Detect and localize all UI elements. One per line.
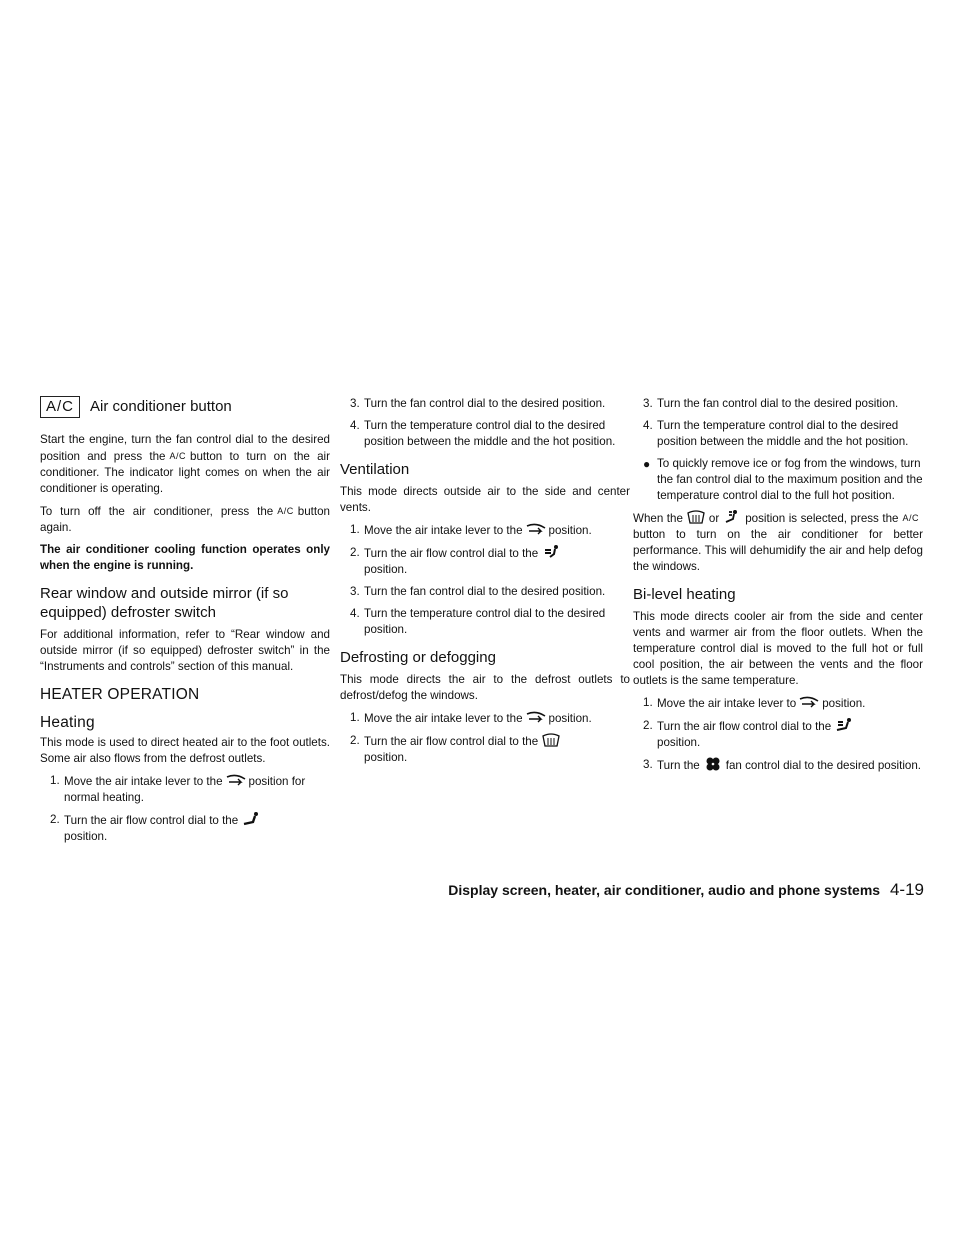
ac-inline-icon: A/C [902, 513, 920, 523]
foot-mode-icon [240, 812, 262, 826]
paragraph: For additional information, refer to “Rear window and outside mirror (if so equipped) defroster switch” in the “Instruments and controls” section of this manual. [40, 628, 330, 673]
list-item: 1. Move the air intake lever to the position for normal heating. [50, 774, 306, 804]
paragraph: This mode directs outside air to the side and center vents. [340, 485, 630, 514]
list-item: 3. Turn the fan control dial to the desired position. [350, 585, 606, 598]
outside-air-icon [525, 522, 547, 536]
list-item: 4. Turn the temperature control dial to the desired position between the middle and the hot position. [643, 419, 909, 448]
list-item: 4. Turn the temperature control dial to the desired position. [350, 607, 606, 636]
section-title: Air conditioner button [90, 398, 232, 415]
bilevel-mode-icon [833, 718, 855, 732]
paragraph: This mode directs the air to the defrost outlets to defrost/defog the windows. [340, 673, 630, 702]
paragraph: To turn off the air conditioner, press the A/C button again. [40, 505, 330, 534]
bullet-item: ● To quickly remove ice or fog from the windows, turn the fan control dial to the maximum position and the temperature control dial to the full hot position. [643, 457, 923, 502]
ac-section-header [40, 396, 330, 418]
section-heading: Ventilation [340, 461, 410, 478]
ac-inline-icon: A/C [277, 506, 294, 516]
paragraph: This mode directs cooler air from the side and center vents and warmer air from the floor outlets. When the temperature control dial is moved to the full hot or full cool position, the air between the vents and the floor outlets is the same temperature. [633, 610, 923, 687]
outside-air-icon [225, 773, 247, 787]
section-heading: Rear window and outside mirror (if so equipped) defroster switch [40, 585, 289, 621]
list-item: 3. Turn the fan control dial to the desired position. [643, 758, 922, 772]
page-number: 4-19 [889, 880, 924, 899]
outside-air-icon [525, 710, 547, 724]
column-1 [40, 396, 330, 851]
list-item: 1. Move the air intake lever to position. [643, 696, 866, 710]
section-heading: Defrosting or defogging [340, 649, 496, 666]
ac-inline-icon: A/C [169, 451, 187, 461]
list-item: 3. Turn the fan control dial to the desired position. [350, 397, 606, 410]
paragraph: When the or position is selected, press the A/Cbutton to turn on the air conditioner for better performance. This will dehumidify the air and help defog the windows. [633, 512, 923, 573]
section-heading: Bi-level heating [633, 586, 736, 603]
section-heading: HEATER OPERATION [40, 686, 200, 703]
column-2 [340, 396, 630, 772]
fan-icon [702, 757, 724, 771]
paragraph: Start the engine, turn the fan control dial to the desired position and press the A/C button to turn on the air conditioner. The indicator light comes on when the air conditioner is operating. [40, 433, 330, 495]
paragraph: This mode is used to direct heated air to the foot outlets. Some air also flows from the defrost outlets. [40, 736, 330, 765]
subsection-heading: Heating [40, 714, 95, 731]
page-footer [0, 880, 924, 900]
list-item: 3. Turn the fan control dial to the desired position. [643, 397, 899, 410]
ac-button-icon: A/C [40, 396, 80, 418]
column-3 [633, 396, 923, 780]
list-item: 4. Turn the temperature control dial to the desired position between the middle and the hot position. [350, 419, 616, 448]
outside-air-icon [798, 695, 820, 709]
footer-title: Display screen, heater, air conditioner, audio and phone systems [448, 882, 881, 898]
list-item: 1. Move the air intake lever to the position. [350, 711, 592, 725]
defrost-icon [540, 733, 562, 747]
warning-text: The air conditioner cooling function operates only when the engine is running. [40, 543, 330, 572]
list-item: 2. Turn the air flow control dial to the position. [633, 718, 923, 751]
list-item: 1. Move the air intake lever to the position. [350, 523, 592, 537]
list-item: 2. Turn the air flow control dial to the position. [340, 733, 630, 766]
list-item: 2. Turn the air flow control dial to the position. [340, 545, 630, 578]
vent-mode-icon [540, 545, 562, 559]
defrost-floor-icon [721, 510, 743, 524]
list-item: 2. Turn the air flow control dial to the position. [40, 812, 330, 845]
defrost-icon [685, 510, 707, 524]
